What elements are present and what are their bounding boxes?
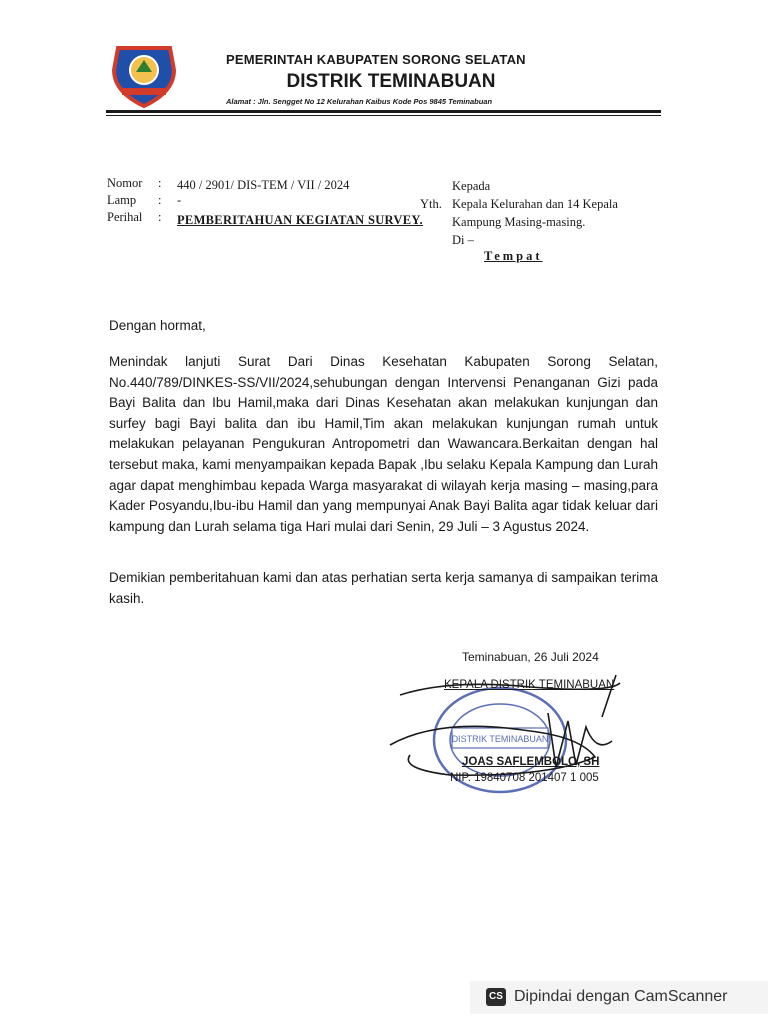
perihal-colon: : [158,210,162,224]
header-government: PEMERINTAH KABUPATEN SORONG SELATAN [226,52,526,67]
signature-name: JOAS SAFLEMBOLO, SH [462,756,600,768]
header-rule-thick [106,110,661,113]
lamp-colon: : [158,193,162,207]
body-paragraph-1: Menindak lanjuti Surat Dari Dinas Kesehatan Kabupaten Sorong Selatan, No.440/789/DINKES-SS/VII/2024,sehubungan dengan Intervensi Penanganan Gizi pada Bayi Balita dan Ibu Hamil,maka dari Dinas Kesehatan akan melakukan kunjungan dan surfey bagi Bayi balita dan ibu Hamil,Tim akan melakukan kunjungan rumah untuk melakukan pelayanan Pengukuran Antropometri dan Wawancara.Berkaitan dengan hal tersebut maka, kami menyampaikan kepada Bapak ,Ibu selaku Kepala Kampung dan Lurah agar dapat menghimbau kepada Warga masyarakat di wilayah kerja masing – masing,para Kader Posyandu,Ibu-ibu Hamil dan yang mempunyai Anak Bayi Balita agar tidak keluar dari kampung dan Lurah selama tiga Hari mulai dari Senin, 29 Juli – 3 Agustus 2024. [109,354,658,534]
recipient-yth: Yth. [420,197,442,211]
salutation: Dengan hormat, [109,318,206,333]
scanner-text: Dipindai dengan CamScanner [514,988,728,1005]
recipient-kepada: Kepada [452,179,491,193]
signature-nip: NIP. 19840708 201407 1 005 [450,772,599,784]
nomor-label: Nomor [107,176,143,190]
lamp-value: - [177,193,182,207]
recipient-tempat: Tempat [484,249,543,263]
recipient-di: Di – [452,233,474,247]
perihal-label: Perihal [107,210,143,224]
stamp-text: DISTRIK TEMINABUAN [451,734,549,744]
handwritten-signature [380,665,650,795]
lamp-label: Lamp [107,193,137,207]
regency-logo [108,40,180,112]
header-district: DISTRIK TEMINABUAN [286,71,496,92]
perihal-value: PEMBERITAHUAN KEGIATAN SURVEY. [177,213,423,227]
camscanner-logo: CS [486,988,506,1006]
recipient-line2: Kampung Masing-masing. [452,215,586,229]
nomor-colon: : [158,176,162,190]
recipient-line1: Kepala Kelurahan dan 14 Kepala [452,197,618,211]
nomor-value: 440 / 2901/ DIS-TEM / VII / 2024 [177,178,350,192]
header-address: Alamat : Jln. Sengget No 12 Kelurahan Kaibus Kode Pos 9845 Teminabuan [226,97,493,106]
signature-place-date: Teminabuan, 26 Juli 2024 [462,650,599,664]
signature-title: KEPALA DISTRIK TEMINABUAN [444,679,615,691]
header-rule-thin [106,115,661,116]
body-paragraph-2: Demikian pemberitahuan kami dan atas perhatian serta kerja samanya di sampaikan terima kasih. [109,570,658,606]
